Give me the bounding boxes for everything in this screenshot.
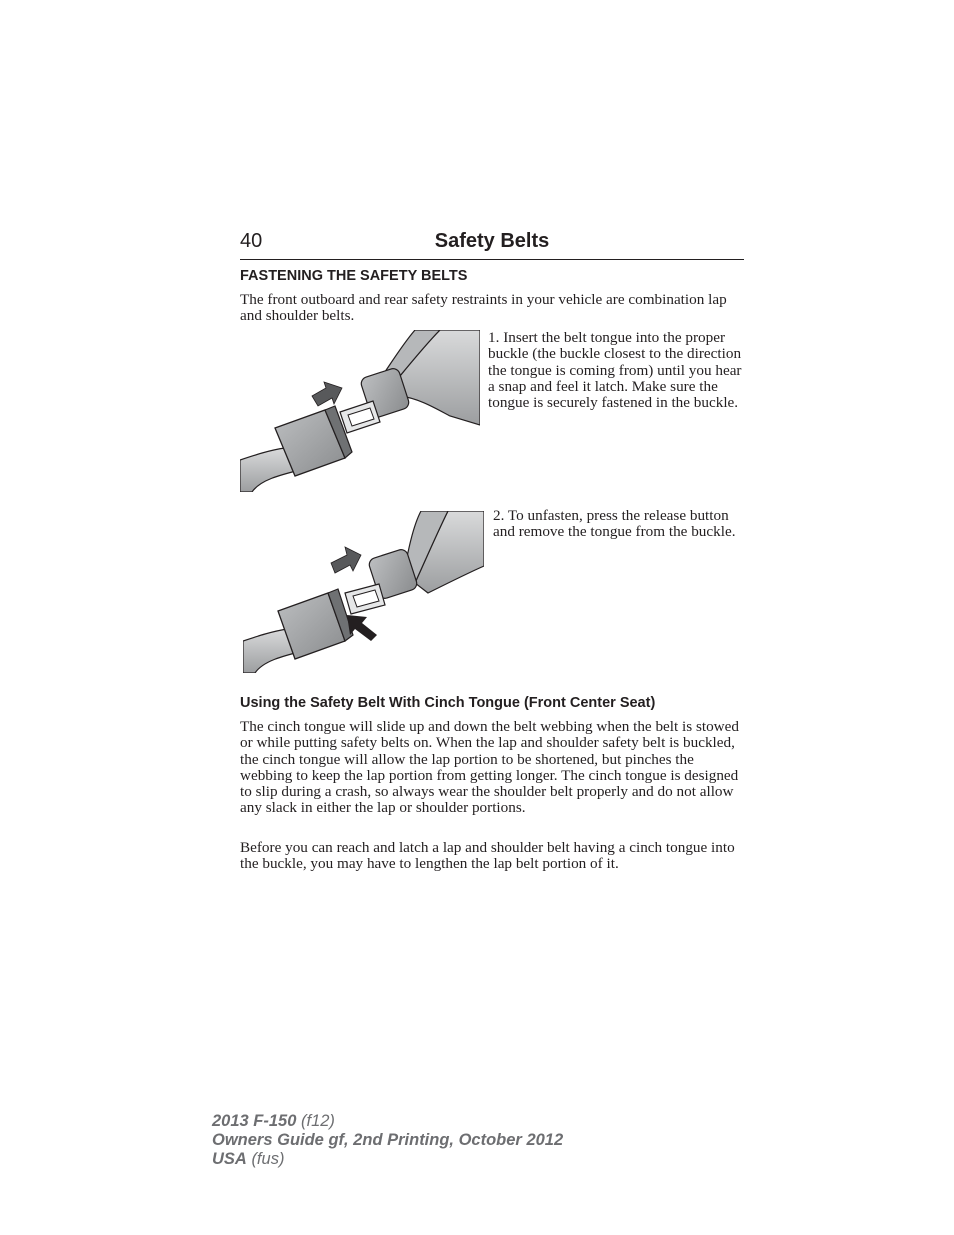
page-footer	[212, 1112, 563, 1169]
step-2-text: 2. To unfasten, press the release button and remove the tongue from the buckle.	[493, 507, 736, 541]
cinch-paragraph: The cinch tongue will slide up and down the belt webbing when the belt is stowed or while putting safety belts on. When the lap and shoulder safety belt is buckled, the cinch tongue will allow the lap portion to be shortened, but pinches the webbing to keep the lap portion from getting longer. The cinch tongue is designed to slip during a crash, so always wear the shoulder belt properly and do not allow any slack in either the lap or shoulder portions.	[240, 718, 739, 817]
arrow-press-icon	[347, 615, 377, 641]
chapter-title: Safety Belts	[434, 230, 550, 252]
buckle-fasten-illustration	[240, 330, 480, 492]
footer-line-guide: Owners Guide gf, 2nd Printing, October 2012	[212, 1131, 564, 1149]
page-number: 40	[240, 230, 263, 252]
footer-line-model: 2013 F-150 (f12)	[212, 1112, 335, 1130]
lengthen-paragraph: Before you can reach and latch a lap and shoulder belt having a cinch tongue into the buckle, you may have to lengthen the lap belt portion of it.	[240, 839, 735, 873]
page-header	[240, 229, 744, 260]
arrow-left-icon	[312, 382, 342, 406]
arrow-up-right-icon	[331, 547, 361, 573]
buckle-release-illustration	[243, 511, 484, 673]
step-1-text: 1. Insert the belt tongue into the proper buckle (the buckle closest to the direction the tongue is coming from) until you hear a snap and feel it latch. Make sure the tongue is securely fastened in the buckle.	[488, 329, 742, 412]
cinch-tongue-heading: Using the Safety Belt With Cinch Tongue (Front Center Seat)	[240, 695, 656, 711]
intro-paragraph: The front outboard and rear safety restraints in your vehicle are combination lap and shoulder belts.	[240, 291, 727, 325]
footer-line-market: USA (fus)	[212, 1150, 285, 1168]
section-heading: FASTENING THE SAFETY BELTS	[240, 268, 468, 284]
